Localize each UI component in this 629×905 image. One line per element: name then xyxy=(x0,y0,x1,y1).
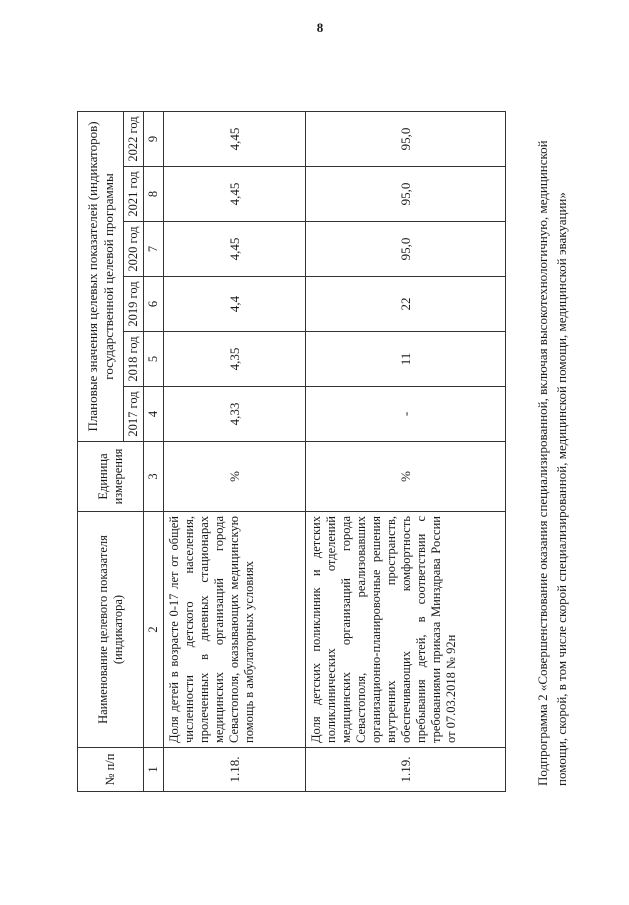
header-plan-values: Плановые значения целевых показателей (индикаторов) государственной целевой программы xyxy=(78,111,124,441)
page-number: 8 xyxy=(316,20,324,35)
indicator-value: 4,45 xyxy=(164,222,306,277)
indicator-value: 4,45 xyxy=(164,111,306,166)
indicator-value: 95,0 xyxy=(306,167,506,222)
column-index: 1 xyxy=(144,748,164,792)
header-row xyxy=(78,111,124,791)
indicator-name: Доля детей в возрасте 0-17 лет от общей численности детского населения, пролеченных в дневных стационарах медицинских организаций города Севастополя, оказывающих медицинскую помощь в амбулаторных условиях xyxy=(164,512,306,748)
column-index: 3 xyxy=(144,442,164,512)
indicators-table xyxy=(77,111,506,792)
indicator-value: 95,0 xyxy=(306,111,506,166)
indicator-value: 95,0 xyxy=(306,222,506,277)
subprogram-heading: Подпрограмма 2 «Совершенствование оказания специализированной, включая высокотехнологичную, медицинской помощи, скорой, в том числе скорой специализированной, медицинской помощи, медицинской эвакуации» xyxy=(535,140,569,786)
indicator-unit: % xyxy=(306,442,506,512)
indicator-value: 11 xyxy=(306,332,506,387)
header-year: 2019 год xyxy=(124,277,144,332)
header-name: Наименование целевого показателя (индикатора) xyxy=(78,512,144,748)
table-row xyxy=(164,111,306,791)
indicator-unit: % xyxy=(164,442,306,512)
row-number: 1.19. xyxy=(306,748,506,792)
header-year: 2017 год xyxy=(124,387,144,442)
column-index: 5 xyxy=(144,332,164,387)
header-year: 2022 год xyxy=(124,111,144,166)
header-year: 2021 год xyxy=(124,167,144,222)
indicator-value: - xyxy=(306,387,506,442)
indicator-value: 22 xyxy=(306,277,506,332)
indicator-name: Доля детских поликлиник и детских поликлинических отделений медицинских организаций города Севастополя, реализовавших организационно-планировочные решения внутренних пространств, обеспечивающих комфортность пребывания детей, в соответствии с требованиями приказа Минздрава России от 07.03.2018 № 92н xyxy=(306,512,506,748)
rotated-content xyxy=(77,112,597,792)
column-index-row xyxy=(144,111,164,791)
indicator-value: 4,4 xyxy=(164,277,306,332)
column-index: 2 xyxy=(144,512,164,748)
column-index: 9 xyxy=(144,111,164,166)
indicator-value: 4,45 xyxy=(164,167,306,222)
column-index: 6 xyxy=(144,277,164,332)
indicator-value: 4,33 xyxy=(164,387,306,442)
header-year: 2018 год xyxy=(124,332,144,387)
table-row xyxy=(306,111,506,791)
row-number: 1.18. xyxy=(164,748,306,792)
column-index: 7 xyxy=(144,222,164,277)
indicator-value: 4,35 xyxy=(164,332,306,387)
header-unit: Единица измерения xyxy=(78,442,144,512)
column-index: 4 xyxy=(144,387,164,442)
header-year: 2020 год xyxy=(124,222,144,277)
header-num: № п/п xyxy=(78,748,144,792)
column-index: 8 xyxy=(144,167,164,222)
